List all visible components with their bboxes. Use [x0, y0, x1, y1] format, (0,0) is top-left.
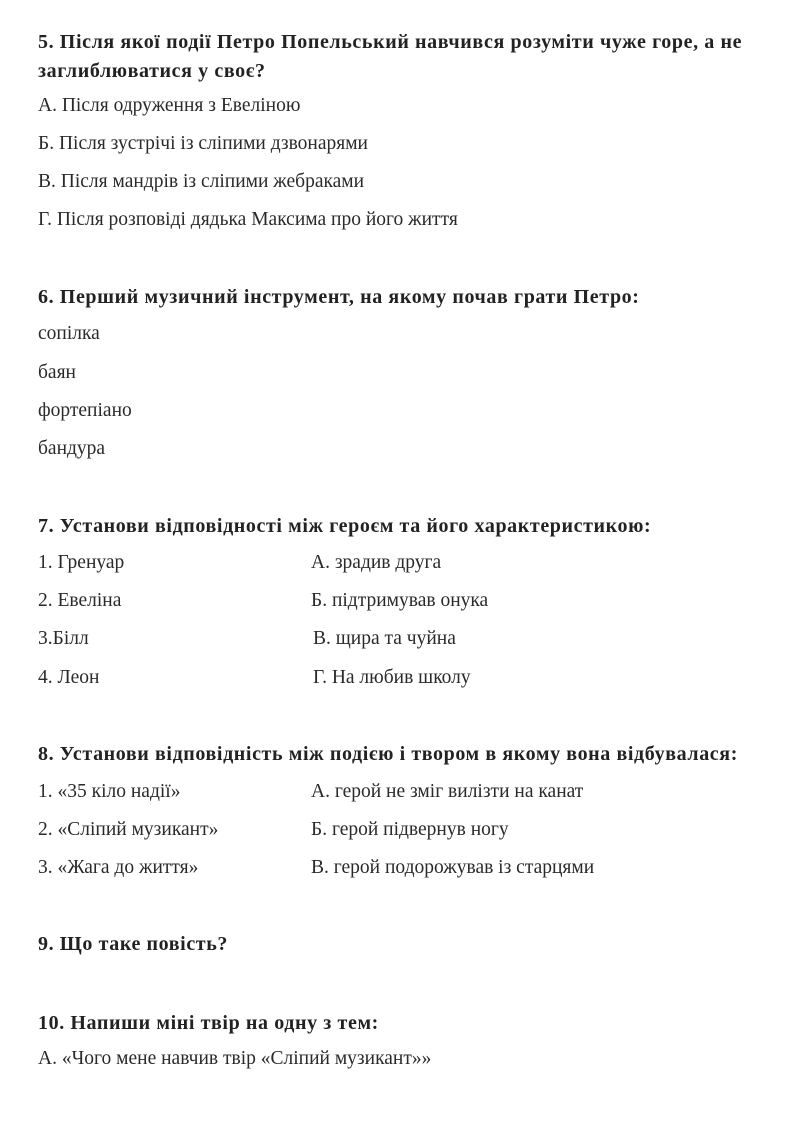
q8-right-c: В. герой подорожував із старцями [311, 857, 595, 878]
question-8-title: 8. Установи відповідність між подією і твором в якому вона відбувалася: [38, 743, 738, 765]
question-9-title: 9. Що таке повість? [38, 933, 228, 955]
question-7-title: 7. Установи відповідності між героєм та його характеристикою: [38, 515, 652, 537]
question-6-title: 6. Перший музичний інструмент, на якому почав грати Петро: [38, 286, 640, 308]
q7-left-4: 4. Леон [38, 667, 100, 688]
q7-left-3: 3.Білл [38, 628, 89, 649]
question-5-title: 5. Після якої події Петро Попельський навчився розуміти чуже горе, а не заглиблюватися у своє? [38, 31, 743, 82]
q6-option-1: сопілка [38, 323, 100, 344]
q5-option-a: А. Після одруження з Евеліною [38, 95, 301, 116]
q5-option-d: Г. Після розповіді дядька Максима про його життя [38, 209, 458, 230]
q8-left-1: 1. «35 кіло надії» [38, 781, 181, 802]
q6-option-2: баян [38, 362, 76, 383]
q8-left-3: 3. «Жага до життя» [38, 857, 199, 878]
q7-right-b: Б. підтримував онука [311, 590, 489, 611]
q7-left-1: 1. Гренуар [38, 552, 125, 573]
q6-option-4: бандура [38, 438, 106, 459]
q8-left-2: 2. «Сліпий музикант» [38, 819, 219, 840]
q8-right-b: Б. герой підвернув ногу [311, 819, 509, 840]
q7-left-2: 2. Евеліна [38, 590, 122, 611]
q5-option-b: Б. Після зустрічі із сліпими дзвонарями [38, 133, 368, 154]
q5-option-c: В. Після мандрів із сліпими жебраками [38, 171, 365, 192]
q7-right-d: Г. На любив школу [313, 667, 471, 688]
q6-option-3: фортепіано [38, 400, 132, 421]
q8-right-a: А. герой не зміг вилізти на канат [311, 781, 584, 802]
q7-right-a: А. зрадив друга [311, 552, 442, 573]
question-10-title: 10. Напиши міні твір на одну з тем: [38, 1012, 379, 1034]
q7-right-c: В. щира та чуйна [313, 628, 456, 649]
q10-option-a: А. «Чого мене навчив твір «Сліпий музикант»» [38, 1048, 432, 1069]
